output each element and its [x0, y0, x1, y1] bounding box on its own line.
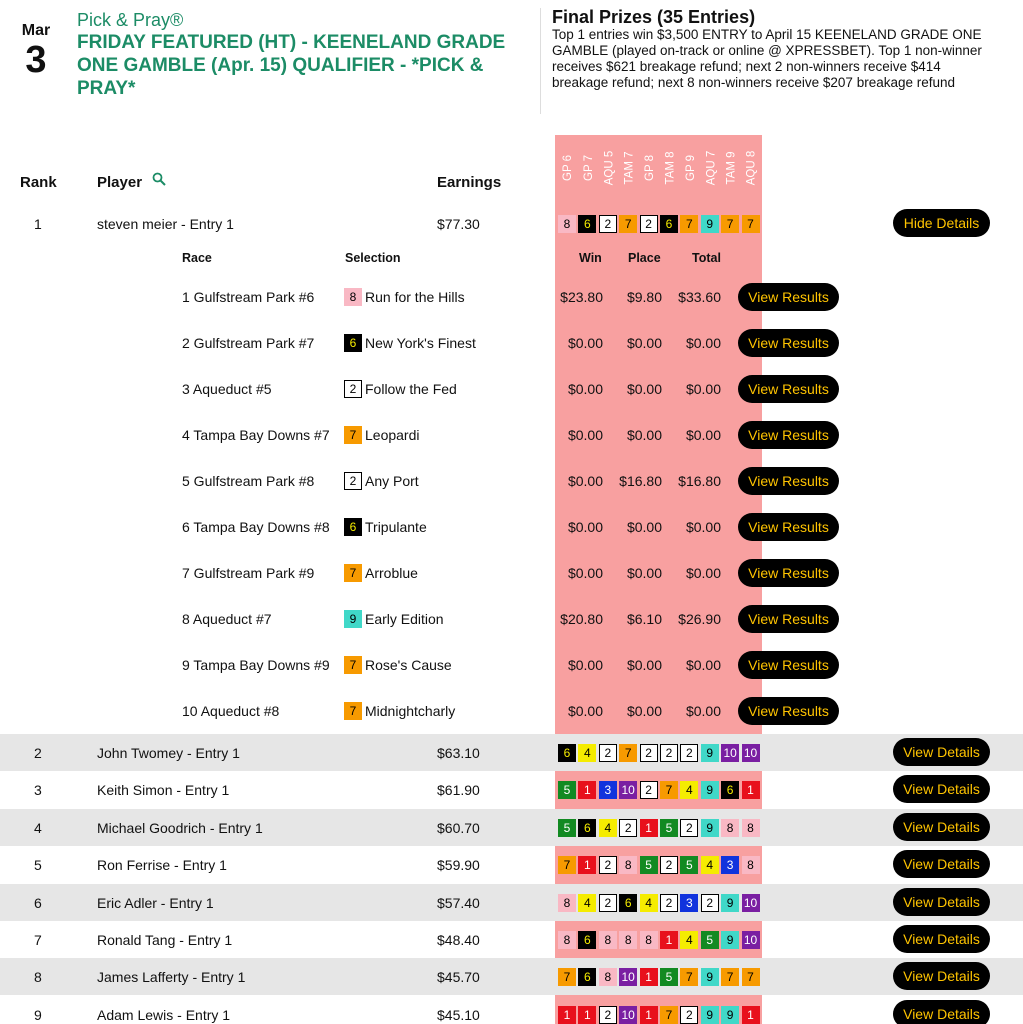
race-header-label: GP 6 — [562, 155, 575, 181]
leaderboard-row — [0, 771, 1023, 808]
pick-saddlecloth: 2 — [701, 894, 719, 912]
selection-saddlecloth: 2 — [344, 380, 362, 398]
row-earnings: $63.10 — [437, 744, 480, 761]
search-icon[interactable] — [152, 172, 166, 186]
pick-saddlecloth: 10 — [619, 968, 637, 986]
race-header-label: AQU 8 — [745, 150, 758, 186]
pick-saddlecloth: 2 — [599, 744, 617, 762]
pick-saddlecloth: 1 — [640, 968, 658, 986]
details-place: $0.00 — [626, 381, 662, 397]
row-rank: 4 — [34, 819, 42, 836]
details-win: $0.00 — [567, 427, 603, 443]
pick-saddlecloth: 10 — [742, 894, 760, 912]
selection-horse: Arroblue — [365, 565, 418, 581]
row-rank: 6 — [34, 894, 42, 911]
row-rank: 3 — [34, 781, 42, 798]
selection-saddlecloth: 6 — [344, 334, 362, 352]
row-player: James Lafferty - Entry 1 — [97, 968, 246, 985]
race-header-6 — [660, 135, 680, 201]
race-headers — [555, 135, 762, 201]
view-results-button[interactable]: View Results — [738, 513, 839, 541]
details-row — [0, 504, 1023, 550]
hide-details-button[interactable]: Hide Details — [893, 209, 990, 237]
pick-saddlecloth: 5 — [660, 968, 678, 986]
pick-saddlecloth: 2 — [640, 744, 658, 762]
pick-saddlecloth: 2 — [599, 894, 617, 912]
race-header-1 — [558, 135, 578, 201]
row-player: Ron Ferrise - Entry 1 — [97, 856, 227, 873]
race-header-label: TAM 9 — [725, 151, 738, 185]
details-total: $0.00 — [685, 335, 721, 351]
leaderboard-row — [0, 205, 1023, 242]
details-win-header: Win — [579, 251, 602, 265]
row-earnings: $60.70 — [437, 819, 480, 836]
pick-saddlecloth: 1 — [640, 819, 658, 837]
pick-saddlecloth: 5 — [558, 781, 576, 799]
row-rank: 1 — [34, 215, 42, 232]
row-player: Keith Simon - Entry 1 — [97, 781, 230, 798]
row-picks — [555, 205, 762, 242]
pick-saddlecloth: 1 — [742, 781, 760, 799]
pick-saddlecloth: 7 — [742, 215, 760, 233]
pick-saddlecloth: 7 — [742, 968, 760, 986]
row-picks — [555, 921, 762, 958]
race-header-3 — [599, 135, 619, 201]
leaderboard-row — [0, 996, 1023, 1024]
details-place: $0.00 — [626, 703, 662, 719]
race-header-label: GP 8 — [643, 155, 656, 181]
race-header-5 — [640, 135, 660, 201]
pick-saddlecloth: 4 — [680, 931, 698, 949]
pick-saddlecloth: 4 — [640, 894, 658, 912]
details-selection — [344, 320, 476, 366]
details-place: $16.80 — [619, 473, 662, 489]
view-details-button[interactable]: View Details — [893, 813, 990, 841]
selection-saddlecloth: 8 — [344, 288, 362, 306]
pick-saddlecloth: 2 — [599, 215, 617, 233]
details-win: $0.00 — [567, 657, 603, 673]
pick-saddlecloth: 9 — [721, 931, 739, 949]
leaderboard-row — [0, 958, 1023, 995]
details-win: $0.00 — [567, 381, 603, 397]
leaderboard-row — [0, 846, 1023, 883]
selection-horse: New York's Finest — [365, 335, 476, 351]
pick-saddlecloth: 3 — [599, 781, 617, 799]
row-picks — [555, 809, 762, 846]
pick-saddlecloth: 5 — [701, 931, 719, 949]
row-earnings: $45.10 — [437, 1006, 480, 1023]
pick-saddlecloth: 9 — [701, 781, 719, 799]
details-race: 1 Gulfstream Park #6 — [182, 289, 315, 305]
details-place: $0.00 — [626, 657, 662, 673]
race-header-label: GP 9 — [684, 155, 697, 181]
view-results-button[interactable]: View Results — [738, 559, 839, 587]
pick-saddlecloth: 5 — [660, 819, 678, 837]
pick-saddlecloth: 8 — [558, 894, 576, 912]
pick-saddlecloth: 6 — [578, 215, 596, 233]
pick-saddlecloth: 7 — [619, 215, 637, 233]
pick-saddlecloth: 2 — [660, 856, 678, 874]
details-selection — [344, 642, 452, 688]
race-header-label: TAM 8 — [664, 151, 677, 185]
row-player: Ronald Tang - Entry 1 — [97, 931, 233, 948]
view-results-button[interactable]: View Results — [738, 329, 839, 357]
details-row — [0, 596, 1023, 642]
details-row — [0, 458, 1023, 504]
details-total: $0.00 — [685, 657, 721, 673]
pick-saddlecloth: 2 — [640, 215, 658, 233]
details-place: $6.10 — [626, 611, 662, 627]
selection-horse: Rose's Cause — [365, 657, 452, 673]
view-details-button[interactable]: View Details — [893, 775, 990, 803]
row-earnings: $61.90 — [437, 781, 480, 798]
pick-saddlecloth: 2 — [640, 781, 658, 799]
pick-saddlecloth: 9 — [701, 819, 719, 837]
view-results-button[interactable]: View Results — [738, 605, 839, 633]
pick-saddlecloth: 6 — [578, 968, 596, 986]
details-row — [0, 366, 1023, 412]
row-picks — [555, 884, 762, 921]
row-picks — [555, 846, 762, 883]
race-header-8 — [701, 135, 721, 201]
row-earnings: $45.70 — [437, 968, 480, 985]
row-player: Eric Adler - Entry 1 — [97, 894, 214, 911]
row-player: steven meier - Entry 1 — [97, 215, 234, 232]
details-selection — [344, 688, 455, 734]
pick-saddlecloth: 7 — [619, 744, 637, 762]
race-header-4 — [619, 135, 639, 201]
pick-saddlecloth: 1 — [578, 781, 596, 799]
pick-saddlecloth: 3 — [721, 856, 739, 874]
selection-horse: Follow the Fed — [365, 381, 457, 397]
pick-saddlecloth: 8 — [742, 819, 760, 837]
pick-saddlecloth: 6 — [619, 894, 637, 912]
details-race: 6 Tampa Bay Downs #8 — [182, 519, 330, 535]
details-row — [0, 320, 1023, 366]
details-race: 10 Aqueduct #8 — [182, 703, 280, 719]
pick-saddlecloth: 8 — [619, 931, 637, 949]
pick-saddlecloth: 9 — [701, 744, 719, 762]
pick-saddlecloth: 2 — [599, 856, 617, 874]
details-row — [0, 642, 1023, 688]
pick-saddlecloth: 7 — [660, 781, 678, 799]
view-results-button[interactable]: View Results — [738, 421, 839, 449]
pick-saddlecloth: 7 — [558, 856, 576, 874]
pick-saddlecloth: 7 — [660, 1006, 678, 1024]
details-place: $0.00 — [626, 427, 662, 443]
pick-saddlecloth: 6 — [558, 744, 576, 762]
player-header-label: Player — [97, 174, 143, 191]
date-day: 3 — [25, 39, 47, 81]
selection-horse: Midnightcharly — [365, 703, 456, 719]
pick-saddlecloth: 5 — [640, 856, 658, 874]
pick-saddlecloth: 1 — [640, 1006, 658, 1024]
row-picks — [555, 958, 762, 995]
details-place: $0.00 — [626, 565, 662, 581]
pick-saddlecloth: 10 — [619, 781, 637, 799]
pick-saddlecloth: 9 — [701, 1006, 719, 1024]
row-picks — [555, 996, 762, 1024]
details-win: $23.80 — [560, 289, 603, 305]
pick-saddlecloth: 1 — [578, 1006, 596, 1024]
details-race: 5 Gulfstream Park #8 — [182, 473, 315, 489]
pick-saddlecloth: 1 — [578, 856, 596, 874]
pick-saddlecloth: 6 — [660, 215, 678, 233]
pick-saddlecloth: 6 — [721, 781, 739, 799]
view-details-button[interactable]: View Details — [893, 850, 990, 878]
pick-saddlecloth: 8 — [619, 856, 637, 874]
view-details-button[interactable]: View Details — [893, 738, 990, 766]
contest-date — [14, 22, 58, 80]
details-total: $0.00 — [685, 519, 721, 535]
row-earnings: $59.90 — [437, 856, 480, 873]
row-player: Adam Lewis - Entry 1 — [97, 1006, 231, 1023]
leaderboard-row — [0, 921, 1023, 958]
details-total: $0.00 — [685, 565, 721, 581]
contest-info — [77, 9, 532, 100]
view-results-button[interactable]: View Results — [738, 697, 839, 725]
pick-saddlecloth: 9 — [701, 215, 719, 233]
details-race: 8 Aqueduct #7 — [182, 611, 272, 627]
details-place: $0.00 — [626, 519, 662, 535]
selection-saddlecloth: 7 — [344, 426, 362, 444]
row-earnings: $57.40 — [437, 894, 480, 911]
race-header-label: TAM 7 — [623, 151, 636, 185]
details-row — [0, 688, 1023, 734]
details-total: $16.80 — [678, 473, 721, 489]
race-header-9 — [721, 135, 741, 201]
details-place-header: Place — [628, 251, 661, 265]
selection-saddlecloth: 7 — [344, 702, 362, 720]
row-earnings: $77.30 — [437, 215, 480, 232]
pick-saddlecloth: 1 — [558, 1006, 576, 1024]
pick-saddlecloth: 4 — [599, 819, 617, 837]
selection-saddlecloth: 7 — [344, 564, 362, 582]
pick-saddlecloth: 3 — [680, 894, 698, 912]
pick-saddlecloth: 4 — [578, 894, 596, 912]
contest-brand: Pick & Pray® — [77, 10, 184, 30]
pick-saddlecloth: 8 — [742, 856, 760, 874]
view-results-button[interactable]: View Results — [738, 375, 839, 403]
details-selection — [344, 366, 457, 412]
view-results-button[interactable]: View Results — [738, 651, 839, 679]
header-divider — [540, 8, 541, 114]
pick-saddlecloth: 7 — [680, 968, 698, 986]
row-rank: 5 — [34, 856, 42, 873]
details-row — [0, 412, 1023, 458]
details-race: 4 Tampa Bay Downs #7 — [182, 427, 330, 443]
row-picks — [555, 771, 762, 808]
details-total: $26.90 — [678, 611, 721, 627]
details-win: $0.00 — [567, 703, 603, 719]
details-selection — [344, 596, 444, 642]
pick-saddlecloth: 2 — [680, 744, 698, 762]
rank-header: Rank — [20, 174, 57, 191]
details-selection — [344, 412, 420, 458]
pick-saddlecloth: 8 — [721, 819, 739, 837]
race-header-7 — [680, 135, 700, 201]
view-details-button[interactable]: View Details — [893, 888, 990, 916]
pick-saddlecloth: 4 — [578, 744, 596, 762]
details-total: $33.60 — [678, 289, 721, 305]
details-selection — [344, 504, 427, 550]
row-picks — [555, 734, 762, 771]
contest-title: FRIDAY FEATURED (HT) - KEENELAND GRADE ONE GAMBLE (Apr. 15) QUALIFIER - *PICK & PRAY* — [77, 32, 506, 99]
selection-horse: Leopardi — [365, 427, 420, 443]
details-row — [0, 274, 1023, 320]
race-header-2 — [578, 135, 598, 201]
pick-saddlecloth: 4 — [680, 781, 698, 799]
details-selection — [344, 458, 419, 504]
player-header — [97, 174, 166, 191]
pick-saddlecloth: 2 — [599, 1006, 617, 1024]
details-win: $0.00 — [567, 565, 603, 581]
race-header-10 — [742, 135, 762, 201]
pick-saddlecloth: 10 — [619, 1006, 637, 1024]
details-place: $9.80 — [626, 289, 662, 305]
leaderboard-row — [0, 809, 1023, 846]
details-win: $0.00 — [567, 519, 603, 535]
selection-horse: Tripulante — [365, 519, 427, 535]
view-details-button[interactable]: View Details — [893, 1000, 990, 1024]
pick-saddlecloth: 7 — [558, 968, 576, 986]
pick-saddlecloth: 1 — [742, 1006, 760, 1024]
view-details-button[interactable]: View Details — [893, 962, 990, 990]
selection-saddlecloth: 2 — [344, 472, 362, 490]
details-selection — [344, 550, 418, 596]
row-player: Michael Goodrich - Entry 1 — [97, 819, 263, 836]
pick-saddlecloth: 8 — [558, 931, 576, 949]
date-month: Mar — [21, 22, 51, 39]
pick-saddlecloth: 9 — [721, 894, 739, 912]
row-rank: 8 — [34, 968, 42, 985]
view-results-button[interactable]: View Results — [738, 467, 839, 495]
details-race: 9 Tampa Bay Downs #9 — [182, 657, 330, 673]
pick-saddlecloth: 9 — [701, 968, 719, 986]
details-total: $0.00 — [685, 703, 721, 719]
pick-saddlecloth: 6 — [578, 931, 596, 949]
pick-saddlecloth: 4 — [701, 856, 719, 874]
pick-saddlecloth: 2 — [619, 819, 637, 837]
pick-saddlecloth: 8 — [558, 215, 576, 233]
details-win: $0.00 — [567, 473, 603, 489]
race-header-label: AQU 5 — [602, 150, 615, 186]
row-rank: 7 — [34, 931, 42, 948]
pick-saddlecloth: 6 — [578, 819, 596, 837]
pick-saddlecloth: 7 — [680, 215, 698, 233]
pick-saddlecloth: 1 — [660, 931, 678, 949]
pick-saddlecloth: 2 — [680, 819, 698, 837]
details-total: $0.00 — [685, 381, 721, 397]
row-earnings: $48.40 — [437, 931, 480, 948]
selection-saddlecloth: 9 — [344, 610, 362, 628]
details-place: $0.00 — [626, 335, 662, 351]
details-selection — [344, 274, 465, 320]
pick-saddlecloth: 2 — [680, 1006, 698, 1024]
race-header-label: GP 7 — [582, 155, 595, 181]
prizes-description: Top 1 entries win $3,500 ENTRY to April 15 KEENELAND GRADE ONE GAMBLE (played on-track or online @ XPRESSBET). Top 1 non-winner receives $621 breakage refund; next 2 non-winners receive $414 breakage refund; next 8 non-winners receive $207 breakage refund — [552, 27, 982, 90]
details-race-header: Race — [182, 251, 212, 265]
pick-saddlecloth: 5 — [558, 819, 576, 837]
earnings-header: Earnings — [437, 174, 502, 191]
leaderboard-row — [0, 884, 1023, 921]
details-selection-header: Selection — [345, 251, 401, 265]
pick-saddlecloth: 8 — [599, 931, 617, 949]
details-win: $0.00 — [567, 335, 603, 351]
view-results-button[interactable]: View Results — [738, 283, 839, 311]
row-rank: 2 — [34, 744, 42, 761]
pick-saddlecloth: 7 — [721, 968, 739, 986]
pick-saddlecloth: 2 — [660, 894, 678, 912]
details-race: 7 Gulfstream Park #9 — [182, 565, 315, 581]
details-total-header: Total — [692, 251, 721, 265]
pick-saddlecloth: 2 — [660, 744, 678, 762]
details-race: 3 Aqueduct #5 — [182, 381, 272, 397]
details-row — [0, 550, 1023, 596]
prizes-panel — [552, 7, 992, 91]
selection-horse: Any Port — [365, 473, 419, 489]
selection-horse: Early Edition — [365, 611, 444, 627]
details-win: $20.80 — [560, 611, 603, 627]
race-header-label: AQU 7 — [704, 150, 717, 186]
pick-saddlecloth: 10 — [742, 744, 760, 762]
pick-saddlecloth: 10 — [721, 744, 739, 762]
leaderboard-row — [0, 734, 1023, 771]
pick-saddlecloth: 8 — [599, 968, 617, 986]
pick-saddlecloth: 8 — [640, 931, 658, 949]
pick-saddlecloth: 9 — [721, 1006, 739, 1024]
pick-saddlecloth: 7 — [721, 215, 739, 233]
row-player: John Twomey - Entry 1 — [97, 744, 240, 761]
selection-saddlecloth: 6 — [344, 518, 362, 536]
pick-saddlecloth: 10 — [742, 931, 760, 949]
details-race: 2 Gulfstream Park #7 — [182, 335, 315, 351]
pick-saddlecloth: 5 — [680, 856, 698, 874]
details-total: $0.00 — [685, 427, 721, 443]
prizes-title: Final Prizes (35 Entries) — [552, 7, 756, 27]
selection-saddlecloth: 7 — [344, 656, 362, 674]
row-rank: 9 — [34, 1006, 42, 1023]
view-details-button[interactable]: View Details — [893, 925, 990, 953]
selection-horse: Run for the Hills — [365, 289, 465, 305]
